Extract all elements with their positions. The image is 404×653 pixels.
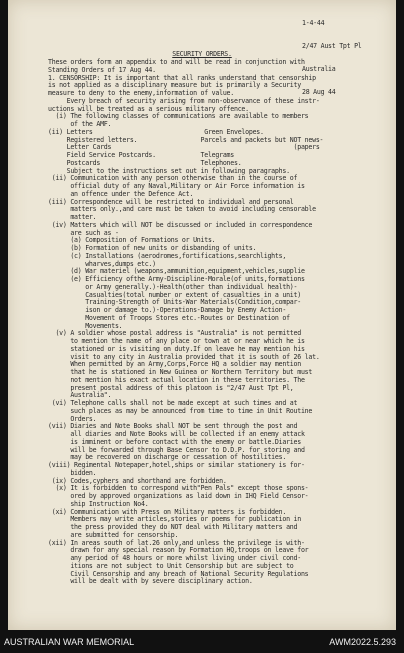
body-line: (d) War materiel (weapons,ammunition,equipment,vehicles,supplie <box>48 267 305 276</box>
body-line: will be dealt with by severe disciplinary action. <box>48 577 253 586</box>
body-line: Postcards Telephones. <box>48 158 242 167</box>
body-line: (b) Formation of new units or disbanding of units. <box>48 244 257 252</box>
body-line: of the AMF. <box>48 120 112 128</box>
header-line: 28 Aug 44 <box>302 88 336 97</box>
body-line: drawn for any special reason by Formation HQ,troops on leave for <box>48 546 309 555</box>
body-line: Orders. <box>48 414 97 423</box>
body-line: ored by approved organizations as laid down in IHQ Field Censor- <box>48 492 309 500</box>
body-line: matter. <box>48 213 97 221</box>
header-line: Australia <box>302 65 336 73</box>
body-line: These orders form an appendix to and will be read in conjunction with <box>48 58 305 66</box>
archive-footer <box>0 630 404 653</box>
body-line: stationed or is visiting on duty.If on leave he may mention his <box>48 344 305 353</box>
body-line: (ii) Letters Green Envelopes. <box>48 127 264 136</box>
body-line: Civil Censorship and any breach of National Security Regulations <box>48 569 309 578</box>
body-line: (viii) Regimental Notepaper,hotel,ships or similar stationery is for- <box>48 461 305 469</box>
body-line: an offence under the Defence Act. <box>48 189 194 198</box>
body-line: all diaries and Note Books will be collected if an enemy attack <box>48 430 305 438</box>
body-line: visit to any city in Australia provided that it is south of 26 lat. <box>48 352 320 361</box>
body-line: are submitted for censorship. <box>48 530 179 539</box>
body-line: is imminent or before contact with the enemy or battle.Diaries <box>48 437 301 446</box>
body-line: Subject to the instructions set out in following paragraphs. <box>48 166 290 175</box>
body-line: (vii) Diaries and Note Books shall NOT be sent through the post and <box>48 422 298 431</box>
body-line: Every breach of security arising from non-observance of these instr- <box>48 96 320 105</box>
body-line: wharves,dumps etc.) <box>48 259 156 268</box>
body-line: 1. CENSORSHIP: It is important that all ranks understand that censorship <box>48 73 316 82</box>
body-line: (vi) Telephone calls shall not be made except at such times and at <box>48 399 298 407</box>
body-line: to mention the name of any place or town at or near which he is <box>48 337 305 345</box>
body-line: (xii) In areas south of lat.26 only,and unless the privilege is with- <box>48 538 305 547</box>
body-line: such places as may be announced from time to time in Unit Routine <box>48 406 313 415</box>
body-line: (c) Installations (aerodromes,fortifications,searchlights, <box>48 251 287 260</box>
body-line: official duty of any Naval,Military or Air Force information is <box>48 182 305 190</box>
body-line: are such as - <box>48 228 119 237</box>
body-line: Movements. <box>48 321 123 330</box>
body-line: Training-Strength of Units-War Materials(Condition,compar- <box>48 298 301 307</box>
body-line: is not applied as a disciplinary measure but is primarily a Security <box>48 81 301 90</box>
body-line: (v) A soldier whose postal address is "Australia" is not permitted <box>48 329 301 338</box>
body-line: Letter Cards (papers <box>48 143 320 152</box>
body-line: bidden. <box>48 468 97 477</box>
body-line: measure to deny to the enemy,information of value. <box>48 89 234 97</box>
body-line: Members may write articles,stories or poems for publication in <box>48 515 301 524</box>
body-line: any period of 48 hours or more whilst living under civil cond- <box>48 554 301 562</box>
body-line: ship Instruction No4. <box>48 499 149 508</box>
body-line: or Army generally.)-Health(other than individual health)- <box>48 282 298 291</box>
body-line: Standing Orders of 17 Aug 44. <box>48 65 156 74</box>
body-line: matters only.,and care must be taken to avoid including censorable <box>48 205 316 214</box>
body-line: that he is stationed in New Guinea or Northern Territory but must <box>48 368 313 376</box>
body-line: (i) The following classes of communications are available to members <box>48 112 309 121</box>
body-line: (xi) Communication with Press on Military matters is forbidden. <box>48 507 287 516</box>
footer-institution: AUSTRALIAN WAR MEMORIAL <box>4 637 135 647</box>
body-line: When permitted by an Army,Corps,Force HQ a soldier may mention <box>48 360 301 369</box>
body-line: Casualties(total number or extent of casualties in a unit) <box>48 290 301 299</box>
body-line: (ii) Communication with any person otherwise than in the course of <box>48 174 298 183</box>
body-line: may be recovered on discharge or cessation of hostilities. <box>48 453 287 462</box>
document-body <box>48 59 393 586</box>
body-line: (iii) Correspondence will be restricted to individual and personal <box>48 197 294 206</box>
body-line: not mention his exact actual location in these territories. The <box>48 375 305 384</box>
body-line: will be forwarded through Base Censor to D.D.P. for storing and <box>48 445 305 454</box>
header-line: 2/47 Aust Tpt Pl <box>302 41 362 50</box>
body-line: the press provided they do NOT deal with Military matters and <box>48 523 298 531</box>
body-line: Australia". <box>48 391 112 400</box>
body-line: uctions will be treated as a serious military offence. <box>48 104 249 113</box>
body-line: (iv) Matters which will NOT be discussed or included in correspondence <box>48 220 313 229</box>
body-line: Registered letters. Parcels and packets but NOT news- <box>48 135 324 144</box>
body-line: (ix) Codes,cyphers and shorthand are forbidden. <box>48 476 227 485</box>
body-line: (x) It is forbidden to correspond with"Pen Pals" except those spons- <box>48 484 309 493</box>
body-line: (a) Composition of Formations or Units. <box>48 236 216 245</box>
body-line: present postal address of this platoon is "2/47 Aust Tpt Pl, <box>48 383 294 392</box>
header-line: 1-4-44 <box>302 18 325 27</box>
body-line: itions are not subject to Unit Censorship but are subject to <box>48 561 294 570</box>
body-line: Movement of Troops Stores etc.-Routes or Destination of <box>48 313 290 322</box>
footer-accession-number: AWM2022.5.293 <box>329 637 396 647</box>
body-line: Field Service Postcards. Telegrams <box>48 151 234 159</box>
body-line: ison or damage to.)-Operations-Damage by Enemy Action- <box>48 306 287 314</box>
document-page <box>8 0 396 630</box>
body-line: (e) Efficiency ofthe Army-Discipline-Morale(of units,formations <box>48 275 305 283</box>
document-title: SECURITY ORDERS. <box>172 50 232 58</box>
